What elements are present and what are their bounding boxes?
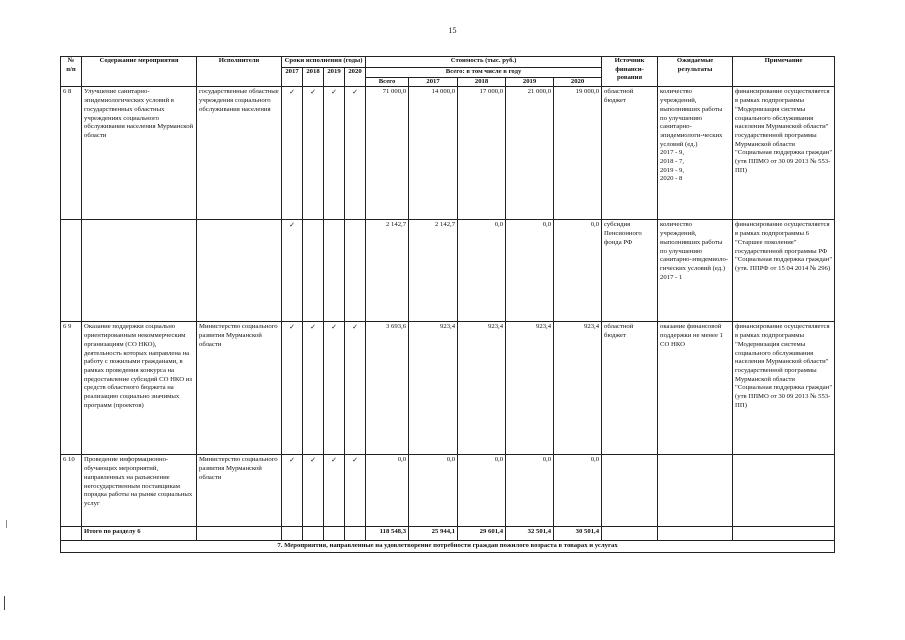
totals-2019: 32 501,4 [506,527,554,541]
check-2017: ✓ [282,220,303,322]
row-note: финансирование осуществляется в рамках подпрограммы 6 "Старшее поколение" государственной программы РФ "Социальная поддержка граждан" (утв. ППРФ от 15 04 2014 № 296) [733,220,835,322]
row-results [658,455,733,527]
header-source: Источник финанси-рования [602,57,658,87]
row-source: областной бюджет [602,87,658,220]
header-cost-sub: Всего: в том числе в году [366,68,602,78]
check-2020: ✓ [345,455,366,527]
check-2019: ✓ [324,455,345,527]
totals-2017: 25 944,1 [409,527,458,541]
cost-total: 2 142,7 [366,220,409,322]
check-2020: ✓ [345,87,366,220]
cost-2020: 19 000,0 [554,87,602,220]
row-results: оказание финансовой поддержки не менее 1 СО НКО [658,322,733,455]
cost-2019: 0,0 [506,455,554,527]
totals-2020: 30 501,4 [554,527,602,541]
row-num: 6 9 [61,322,82,455]
totals-row [61,527,835,541]
check-2018 [303,220,324,322]
totals-2018: 29 601,4 [458,527,506,541]
row-source: субсидия Пенсионного фонда РФ [602,220,658,322]
totals-empty [658,527,733,541]
check-2020 [345,220,366,322]
header-terms: Сроки исполнения (годы) [282,57,366,68]
header-results: Ожидаемые результаты [658,57,733,87]
header-cost-2017: 2017 [409,77,458,87]
row-executors: государственные областные учреждения социального обслуживания населения [197,87,282,220]
scan-mark [6,520,7,528]
cost-2017: 2 142,7 [409,220,458,322]
cost-2018: 17 000,0 [458,87,506,220]
row-num: 6 10 [61,455,82,527]
row-note [733,455,835,527]
cost-2017: 923,4 [409,322,458,455]
cost-2017: 14 000,0 [409,87,458,220]
cost-2019: 923,4 [506,322,554,455]
header-note: Примечание [733,57,835,87]
cost-2020: 0,0 [554,455,602,527]
totals-empty [733,527,835,541]
check-2017: ✓ [282,455,303,527]
row-source [602,455,658,527]
row-note: финансирование осуществляется в рамках подпрограммы "Модернизация системы социального обслуживания населения Мурманской области" государственной программы Мурманской области "Социальная поддержка граждан" (утв ППМО от 30 09 2013 № 553-ПП) [733,322,835,455]
activities-table [60,56,835,553]
page-number: 15 [448,26,457,35]
table-row [61,322,835,455]
row-source: областной бюджет [602,322,658,455]
section-7-heading: 7. Мероприятия, направленные на удовлетворение потребности граждан пожилого возраста в товарах и услугах [61,541,835,553]
check-2018: ✓ [303,322,324,455]
check-2017: ✓ [282,87,303,220]
totals-empty [197,527,282,541]
cost-2018: 923,4 [458,322,506,455]
totals-empty [324,527,345,541]
header-executors: Исполнители [197,57,282,87]
cost-2017: 0,0 [409,455,458,527]
check-2019: ✓ [324,87,345,220]
row-content [82,220,197,322]
check-2019 [324,220,345,322]
totals-label: Итого по разделу 6 [82,527,197,541]
cost-total: 3 693,6 [366,322,409,455]
row-executors: Министерство социального развития Мурманской области [197,322,282,455]
header-content: Содержание мероприятия [82,57,197,87]
row-executors [197,220,282,322]
header-year-2020: 2020 [345,68,366,87]
totals-empty [602,527,658,541]
row-num: 6 8 [61,87,82,220]
table-row [61,220,835,322]
cost-total: 0,0 [366,455,409,527]
check-2019: ✓ [324,322,345,455]
row-note: финансирование осуществляется в рамках подпрограммы "Модернизация системы социального обслуживания населения Мурманской области" государственной программы Мурманской области "Социальная поддержка граждан" (утв ППМО от 30 09 2013 № 553-ПП) [733,87,835,220]
cost-2018: 0,0 [458,455,506,527]
check-2017: ✓ [282,322,303,455]
table-row [61,455,835,527]
header-year-2018: 2018 [303,68,324,87]
cost-2019: 0,0 [506,220,554,322]
cost-total: 71 000,0 [366,87,409,220]
row-content: Оказание поддержки социально ориентированным некоммерческим организациям (СО НКО), деятельность которых направлена на работу с пожилыми гражданами, в рамках проведения конкурса на предоставление субсидий СО НКО из средств областного бюджета на реализацию социально значимых программ (проектов) [82,322,197,455]
check-2018: ✓ [303,87,324,220]
scan-mark [4,596,5,610]
totals-empty [61,527,82,541]
row-results: количество учреждений, выполнивших работы по улучшению санитарно-эпидемиоло-гических условий (ед.) 2017 - 1 [658,220,733,322]
header-year-2017: 2017 [282,68,303,87]
row-executors: Министерство социального развития Мурманской области [197,455,282,527]
section-heading-row [61,541,835,553]
cost-2020: 0,0 [554,220,602,322]
cost-2019: 21 000,0 [506,87,554,220]
row-content: Проведение информационно-обучающих мероприятий, направленных на разъяснение негосударственным поставщикам порядка работы на рынке социальных услуг [82,455,197,527]
row-num [61,220,82,322]
check-2018: ✓ [303,455,324,527]
header-total: Всего [366,77,409,87]
header-year-2019: 2019 [324,68,345,87]
header-cost-2018: 2018 [458,77,506,87]
header-num: № п/п [61,57,82,87]
cost-2018: 0,0 [458,220,506,322]
totals-total: 118 548,3 [366,527,409,541]
check-2020: ✓ [345,322,366,455]
totals-empty [345,527,366,541]
row-results: количество учреждений, выполнивших работы по улучшению санитарно-эпидемиологи-ческих условий (ед.) 2017 - 9, 2018 - 7, 2019 - 9, 2020 - 8 [658,87,733,220]
totals-empty [303,527,324,541]
totals-empty [282,527,303,541]
header-cost-2020: 2020 [554,77,602,87]
table-row [61,87,835,220]
cost-2020: 923,4 [554,322,602,455]
row-content: Улучшение санитарно-эпидемиологических условий в государственных областных учреждениях социального обслуживания населения Мурманской области [82,87,197,220]
header-cost-2019: 2019 [506,77,554,87]
header-cost: Стоимость (тыс. руб.) [366,57,602,68]
